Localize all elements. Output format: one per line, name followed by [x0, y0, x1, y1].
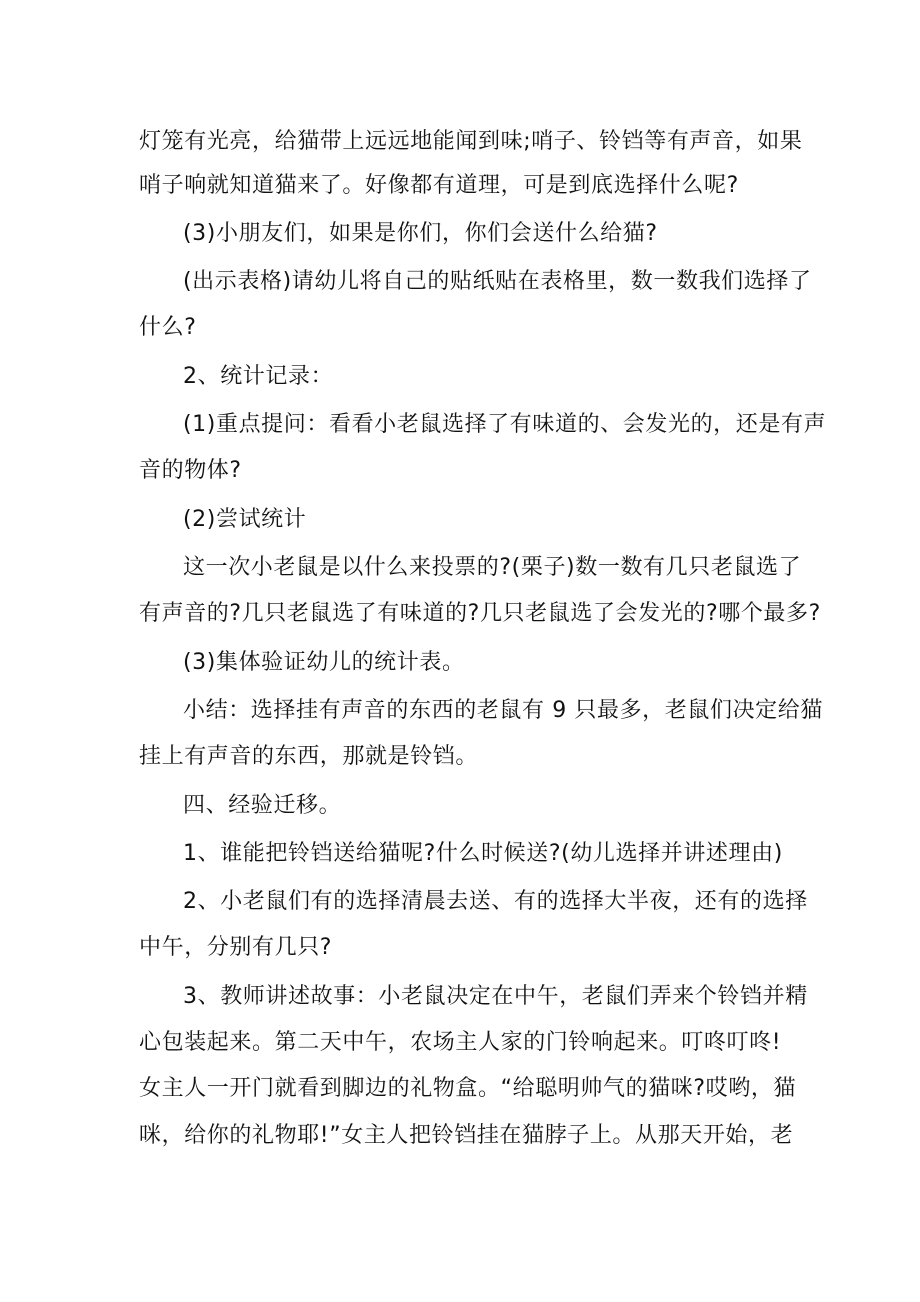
text-line: 咪，给你的礼物耶!”女主人把铃铛挂在猫脖子上。从那天开始，老 [139, 1123, 794, 1148]
text-line: (出示表格)请幼儿将自己的贴纸贴在表格里，数一数我们选择了 [183, 269, 812, 294]
text-line: 2、统计记录： [183, 364, 334, 389]
text-line: 小结：选择挂有声音的东西的老鼠有 9 只最多，老鼠们决定给猫 [183, 698, 823, 723]
text-line: 心包装起来。第二天中午，农场主人家的门铃响起来。叮咚叮咚! [139, 1030, 782, 1055]
text-line: 什么? [139, 315, 197, 340]
text-line: 有声音的?几只老鼠选了有味道的?几只老鼠选了会发光的?哪个最多? [139, 601, 821, 626]
text-line: (3)集体验证幼儿的统计表。 [183, 650, 465, 675]
text-line: 灯笼有光亮，给猫带上远远地能闻到味;哨子、铃铛等有声音，如果 [139, 129, 803, 154]
text-line: 哨子响就知道猫来了。好像都有道理，可是到底选择什么呢? [139, 173, 739, 198]
text-line: (3)小朋友们，如果是你们，你们会送什么给猫? [183, 221, 658, 246]
text-line: (2)尝试统计 [183, 507, 307, 532]
text-line: 挂上有声音的东西，那就是铃铛。 [139, 744, 479, 769]
text-line: 中午，分别有几只? [139, 935, 333, 960]
text-line: 女主人一开门就看到脚边的礼物盒。“给聪明帅气的猫咪?哎哟，猫 [139, 1076, 797, 1101]
text-line: 2、小老鼠们有的选择清晨去送、有的选择大半夜，还有的选择 [183, 889, 808, 914]
text-line: (1)重点提问：看看小老鼠选择了有味道的、会发光的，还是有声 [183, 412, 827, 437]
text-line: 这一次小老鼠是以什么来投票的?(栗子)数一数有几只老鼠选了 [183, 555, 802, 580]
text-line: 音的物体? [139, 458, 242, 483]
text-line: 四、经验迁移。 [183, 793, 342, 818]
text-line: 3、教师讲述故事：小老鼠决定在中午，老鼠们弄来个铃铛并精 [183, 984, 808, 1009]
text-line: 1、谁能把铃铛送给猫呢?什么时候送?(幼儿选择并讲述理由) [183, 841, 783, 866]
